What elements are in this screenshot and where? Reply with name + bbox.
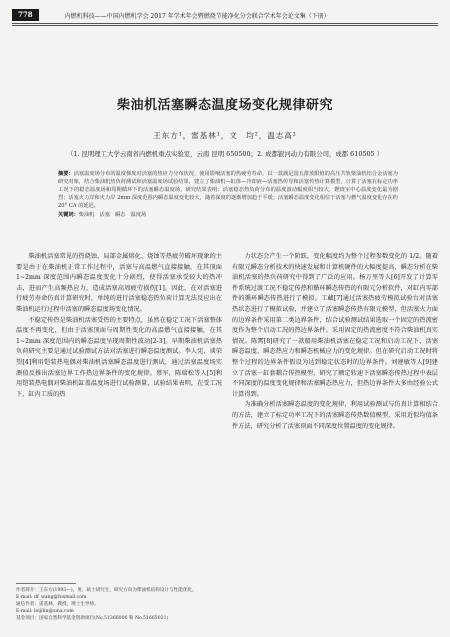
footnote-author-email: E-mail: df_wang@foxmail.com bbox=[16, 595, 87, 600]
author-list: 王东方¹，雷基林¹，文 均²，温志高² bbox=[153, 131, 297, 140]
affiliation: （1. 昆明理工大学云南省内燃机重点实验室，云南 昆明 650500；2. 成都银河动力有限公司，成都 610505 ） bbox=[66, 150, 384, 158]
body-paragraph: 力状态会产生一个阶跃，变化幅度约为整个过程参数变化的 1/2。随着有限元瞬态分析技术的快速发展和计算机硬件的大幅度提高，瞬态分析在柴油机活塞的热负荷研究中得到了广泛的应用。杨万里等人[6]开发了计算零件系统过渡工况不稳定传热和循环瞬态传热的有限元分析软件，对缸内零部件的循环瞬态传热进行了模拟。工藏[7]通过活塞热疲劳模拟试验台对活塞热状态进行了模拟试验，并建立了活塞瞬态传热有限元模型，但活塞火力面的边界条件采用第二类边界条件，结合试验测试结果选取一个固定的热流密度作为整个启动工况的热边界条件。采用固定的热流密度不符合柴油机真实情况。陈霄[8]研究了一款船用柴油机活塞在稳定工况和启动工况下，活塞瞬态温度、瞬态热应力和瞬态机械应力的变化规律。但在研究启动工况时将整个过程的边界条件假设为达到稳定状态时的边界条件。刘建敏等人[9]建立了活塞－缸套耦合传热模型，研究了额定转速下活塞瞬态传热过程中表层不同深度的温度变化规律和活塞瞬态热应力，但热边界条件大多由经验公式计算得到。 bbox=[232, 253, 438, 398]
footnotes bbox=[16, 587, 222, 622]
page-number: 778 bbox=[12, 9, 39, 21]
body-column-left bbox=[16, 252, 222, 400]
body-paragraph: 不稳定传热是柴油机活塞受热的主要特点，虽然在稳定工况下活塞整体温度不再变化，但由于活塞顶面与周期性变化的高温燃气直接接触，在其 1~2mm 深度范围内的瞬态温度呈现周期性波动[2-3]。早期柴油机活塞热负荷研究主要是通过试验测试方法对活塞进行瞬态温度测试。李人宪、谈荣望[4]利用铠装热电偶对柴油机活塞瞬态温度进行测试，通过活塞温度场实测值反推出活塞边界工作热边界条件的变化规律。蔡军，陈瑞松等人[5]利用铠装热电偶对柴油机缸盖温度场进行试验测量，试验结果表明，在受工况下，缸内工质的热 bbox=[16, 316, 222, 398]
running-header bbox=[12, 8, 438, 22]
footnote-author-bio: 作者简介：王东方(1993—)，男，硕士研究生，研究方向为柴油机结构设计与性能优化。 bbox=[16, 588, 197, 593]
body-paragraph: 为准确分析活塞瞬态温度的变化规律，利用试验测试与仿真计算相结合的方法，建立了标定功率工况下的活塞瞬态传热数值模型，采用近似均值条件方法，研究分析了活塞顶面不同深度位置温度的变化规律。 bbox=[232, 401, 438, 430]
abstract-label: 摘要： bbox=[58, 171, 74, 177]
abstract bbox=[58, 171, 398, 211]
header-rule-bottom bbox=[12, 25, 438, 26]
keywords-text: 柴油机 活塞 瞬态 温度场 bbox=[78, 211, 147, 218]
footnote-funding: 基金项目：国家自然科学基金资助项目(No.51366006 和 No.51665021) bbox=[16, 616, 169, 621]
abstract-block bbox=[58, 171, 398, 219]
keywords bbox=[58, 212, 398, 220]
keywords-label: 关键词： bbox=[58, 211, 79, 218]
body-paragraph: 柴油机活塞常见的热烧蚀、局部金属熔化、烧蚀等热疲劳破坏现象的主要是由于在柴油机正常工作过程中，活塞与高温燃气直接接触，在其顶面 1~2mm 深度范围内瞬态温度变化十分剧烈，使得活塞承受较大的热冲击，进而产生高频热应力，造成活塞高周疲劳损伤[1]。因此，在对活塞进行疲劳寿命仿真计算研究时，单纯的进行活塞稳态热负荷计算无法反应出在柴油机运行过程中活塞的瞬态温度场变化情况。 bbox=[16, 253, 222, 313]
footnote-corresponding-email: E-mail: leijilin@sina.com bbox=[16, 609, 74, 614]
paper-title: 柴油机活塞瞬态温度场变化规律研究 bbox=[116, 98, 333, 113]
footnote-rule bbox=[16, 583, 76, 584]
footnote-corresponding: 通信作者：雷基林，教授，博士生导师。 bbox=[16, 602, 99, 607]
abstract-text: 活塞温度场分布的温度梯度对活塞的热应力分布状况、使用影响活塞的热疲劳寿命。以一款满足国五排放限值的高压共轨柴油机铝合金活塞为研究对象，结合柴油机热负荷测试和活塞温度场试验结果，建立了柴油机—缸体—冷却液—活塞热传导和活塞传热计算模型，计算了活塞在标定功率工况下的稳态温度场和周期循环下的活塞瞬态温度场。研究结果表明：活塞稳态热负荷分布的温度波动幅度相当较大，燃烧室中心温度变化最为剧烈；活塞火力岸和火力岸 2mm 深度范围内瞬态温度变化较大，随着深度的逐渐增加趋于平缓；活塞瞬态温度变化相位于活塞与燃气温度变化存在约 20° CA 的延迟。 bbox=[58, 171, 398, 209]
header-rule-top bbox=[12, 23, 438, 24]
running-head-text: 内燃机科技——中国内燃机学会 2017 年学术年会暨燃烧节能净化分会联合学术年会论文集（下册） bbox=[64, 12, 330, 20]
body-column-right bbox=[232, 252, 438, 432]
